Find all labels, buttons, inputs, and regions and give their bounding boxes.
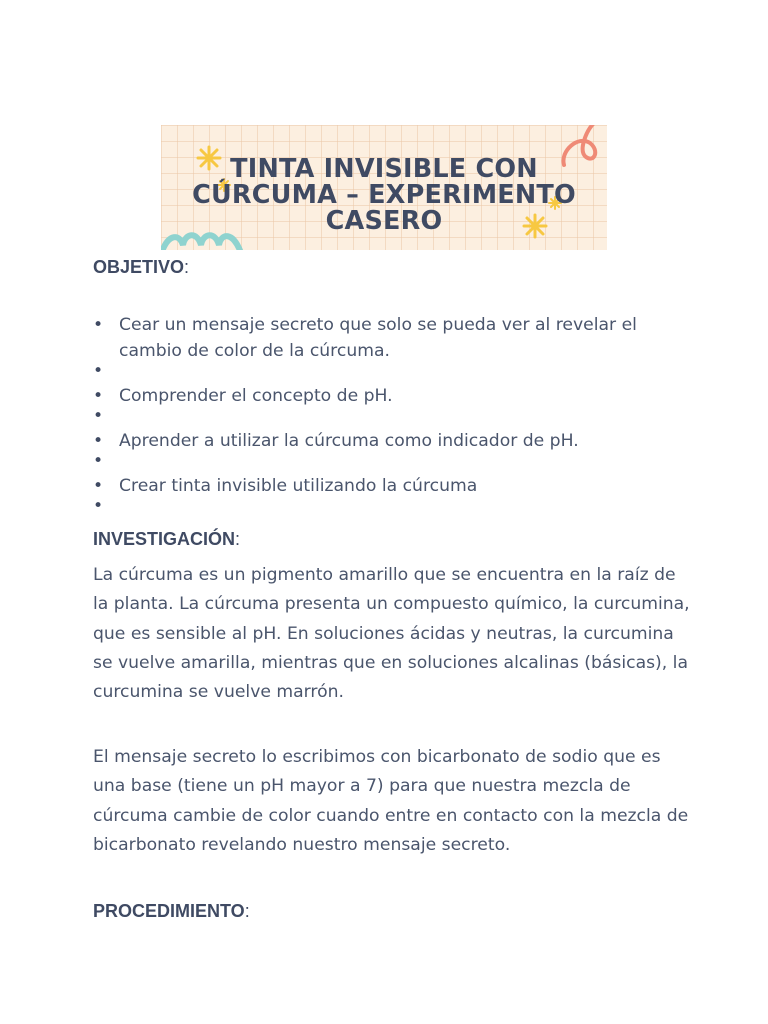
title-banner: [161, 125, 607, 250]
empty-list-item: [93, 409, 673, 428]
objetivo-heading: [93, 256, 189, 278]
list-item: • Cear un mensaje secreto que solo se pueda ver al revelar el cambio de color de la cúrcuma.: [93, 312, 673, 364]
investigacion-heading-text: INVESTIGACIÓN: [93, 529, 236, 549]
procedimiento-heading-text: PROCEDIMIENTO: [93, 901, 245, 921]
empty-list-item: [93, 499, 673, 518]
list-item: • Aprender a utilizar la cúrcuma como indicador de pH.: [93, 428, 673, 454]
list-item: • Crear tinta invisible utilizando la cúrcuma: [93, 473, 673, 499]
investigacion-heading-colon: :: [235, 529, 241, 549]
empty-list-item: [93, 364, 673, 383]
investigacion-heading: [93, 528, 240, 550]
objetivo-heading-colon: :: [184, 257, 190, 277]
empty-list-item: [93, 454, 673, 473]
procedimiento-heading: [93, 900, 250, 922]
investigacion-paragraph-2: El mensaje secreto lo escribimos con bicarbonato de sodio que es una base (tiene un pH mayor a 7) para que nuestra mezcla de cúrcuma cambie de color cuando entre en contacto con la mezcla de bicarbonato revelando nuestro mensaje secreto.: [93, 747, 689, 855]
procedimiento-heading-colon: :: [244, 901, 250, 921]
list-item: • Comprender el concepto de pH.: [93, 383, 673, 409]
banner-title: TINTA INVISIBLE CON CÚRCUMA – EXPERIMENTO CASERO: [192, 154, 576, 236]
investigacion-paragraph-1: La cúrcuma es un pigmento amarillo que se encuentra en la raíz de la planta. La cúrcuma presenta un compuesto químico, la curcumina, que es sensible al pH. En soluciones ácidas y neutras, la curcumina se vuelve amarilla, mientras que en soluciones alcalinas (básicas), la curcumina se vuelve marrón.: [93, 565, 690, 703]
objetivo-heading-text: OBJETIVO: [93, 257, 185, 277]
objetivo-list: [93, 312, 673, 518]
